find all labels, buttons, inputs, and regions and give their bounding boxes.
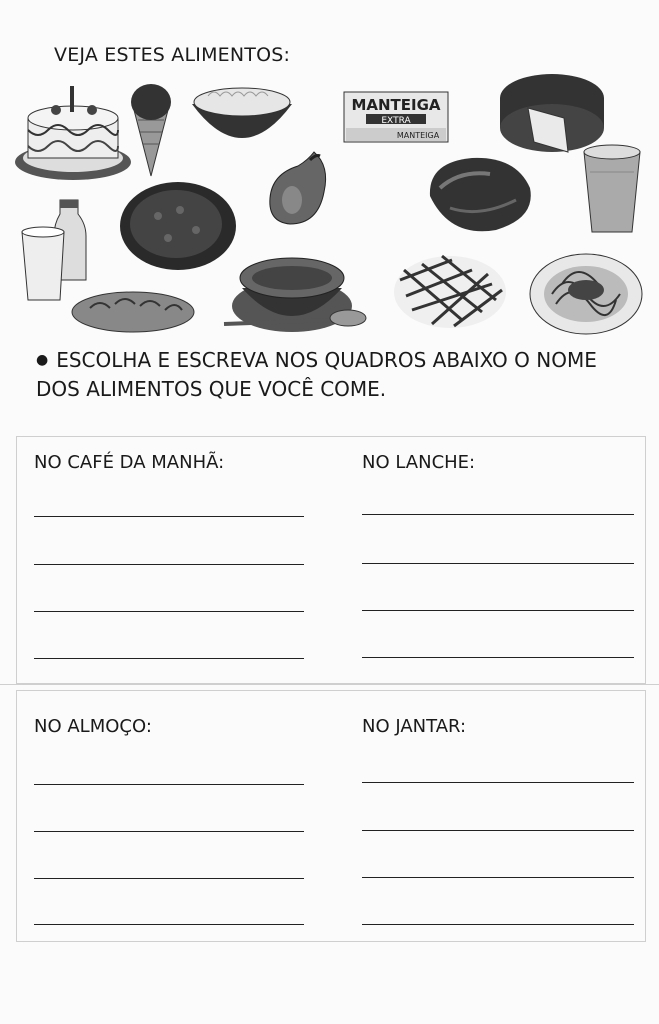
dinner-write-line[interactable] [362, 830, 634, 831]
box-title-breakfast: NO CAFÉ DA MANHÃ: [34, 452, 225, 473]
baguette-icon [70, 288, 196, 336]
butter-label-small: MANTEIGA [396, 131, 440, 140]
lunch-write-line[interactable] [34, 831, 304, 832]
french-fries-icon [392, 240, 508, 332]
butter-label-bottom: EXTRA [381, 116, 411, 126]
lunch-write-line[interactable] [34, 784, 304, 785]
butter-box-icon [342, 88, 450, 144]
soup-bowl-with-spoon-icon [222, 248, 370, 340]
papaya-icon [264, 146, 332, 228]
page-heading: VEJA ESTES ALIMENTOS: [54, 44, 291, 66]
divider [0, 684, 659, 685]
snack-write-line[interactable] [362, 657, 634, 658]
breakfast-write-line[interactable] [34, 658, 304, 659]
box-title-dinner: NO JANTAR: [362, 716, 467, 737]
juice-glass-icon [578, 142, 646, 238]
dinner-write-line[interactable] [362, 877, 634, 878]
snack-write-line[interactable] [362, 610, 634, 611]
lunch-write-line[interactable] [34, 878, 304, 879]
rice-bowl-icon [188, 82, 296, 148]
dinner-write-line[interactable] [362, 924, 634, 925]
breakfast-write-line[interactable] [34, 564, 304, 565]
bean-dish-icon [118, 180, 238, 272]
butter-label-top: MANTEIGA [351, 96, 441, 114]
snack-write-line[interactable] [362, 514, 634, 515]
snack-write-line[interactable] [362, 563, 634, 564]
bullet-icon: ● [36, 352, 49, 368]
box-title-snack: NO LANCHE: [362, 452, 476, 473]
breakfast-write-line[interactable] [34, 516, 304, 517]
ice-cream-icon [128, 80, 174, 178]
instruction-line-1: ESCOLHA E ESCREVA NOS QUADROS ABAIXO O NOME [56, 348, 597, 372]
dinner-write-line[interactable] [362, 782, 634, 783]
roast-chicken-icon [420, 148, 538, 236]
lunch-write-line[interactable] [34, 924, 304, 925]
instruction-text [36, 346, 646, 404]
instruction-line-2: DOS ALIMENTOS QUE VOCÊ COME. [36, 377, 387, 401]
breakfast-write-line[interactable] [34, 611, 304, 612]
spaghetti-plate-icon [528, 250, 644, 338]
box-border-top [16, 436, 646, 684]
box-title-lunch: NO ALMOÇO: [34, 716, 152, 737]
cake-icon [12, 80, 134, 188]
